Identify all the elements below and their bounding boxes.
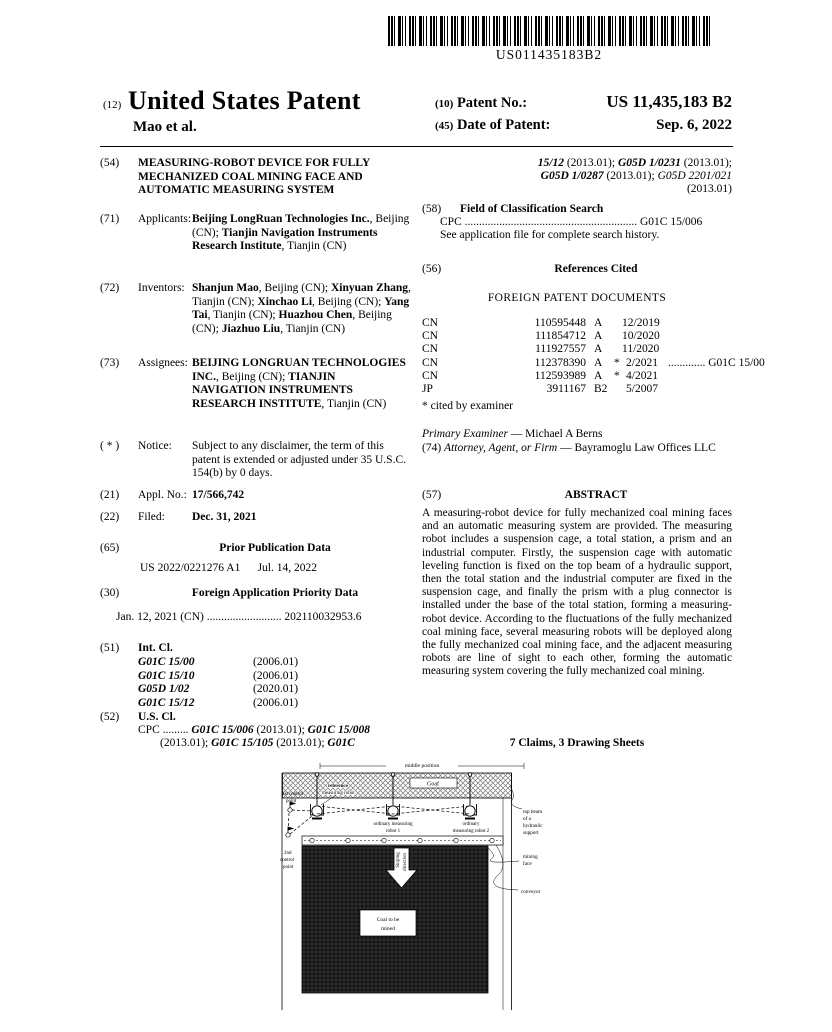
reference-row <box>422 317 732 330</box>
ref-country: CN <box>422 343 438 356</box>
sight-line <box>292 810 311 811</box>
coal-to-be-mined-box <box>360 910 416 936</box>
field-number: (52) <box>100 711 120 723</box>
header-right <box>435 92 732 139</box>
section-56-references <box>422 263 732 276</box>
ref-country: CN <box>422 369 438 382</box>
ref-number: 110595448 <box>534 317 586 329</box>
field-number: (65) <box>100 542 120 554</box>
reference-row <box>422 330 732 343</box>
filed-label: Filed: <box>138 511 165 523</box>
ref-number: 111927557 <box>535 343 586 356</box>
middle-position-dimension <box>320 760 524 769</box>
middle-position-label: middle position <box>404 763 440 769</box>
section-30-foreign-priority <box>100 587 412 601</box>
assignees-label: Assignees: <box>138 357 188 369</box>
field-of-search-heading: Field of Classification Search <box>460 203 604 215</box>
stoping-direction-label-2: direction <box>403 853 408 871</box>
section-72-inventors <box>100 282 412 336</box>
field-number: (58) <box>422 203 442 215</box>
second-control-point-label-2: control <box>280 858 295 863</box>
field-of-search-cpc: CPC ............................................................ G01C 15/006 <box>440 216 703 228</box>
appl-no-label: Appl. No.: <box>138 489 187 501</box>
reference-row <box>422 383 732 396</box>
field-of-search-note: See application file for complete search history. <box>440 229 660 241</box>
cpc-line-1: CPC ......... G01C 15/006 (2013.01); G01C 15/008 <box>138 724 370 736</box>
field-number: (57) <box>422 489 442 501</box>
ref-date: 10/2020 <box>622 330 660 343</box>
section-52-us-cl <box>100 711 412 725</box>
claims-sheets-line: 7 Claims, 3 Drawing Sheets <box>509 737 645 749</box>
field-number: (51) <box>100 642 120 654</box>
prior-publication-line: US 2022/0221276 A1 Jul. 14, 2022 <box>140 562 317 574</box>
section-71-applicants <box>100 213 412 254</box>
ordinary-robot-2-label-1: ordinary <box>462 822 480 827</box>
us-cl-heading: U.S. Cl. <box>138 711 176 723</box>
foreign-patent-documents-heading: FOREIGN PATENT DOCUMENTS <box>487 292 667 304</box>
cpc-continuation-line-1: 15/12 (2013.01); G05D 1/0231 (2013.01); <box>537 157 732 169</box>
reference-robot-label-1: reference <box>328 784 348 789</box>
patent-number-value: US 11,435,183 B2 <box>606 92 732 111</box>
ref-kind: A <box>594 343 603 356</box>
ref-star: * <box>614 369 620 382</box>
abstract-heading: ABSTRACT <box>564 489 628 501</box>
field-number: (21) <box>100 489 120 501</box>
int-cl-row <box>100 670 412 684</box>
primary-examiner-line: Primary Examiner — Michael A Berns <box>422 428 603 440</box>
ref-number: 3911167 <box>546 383 586 396</box>
ordinary-robot-2-label-2: measuring robot 2 <box>452 829 490 834</box>
field-number: (71) <box>100 213 120 225</box>
conveyor-leader <box>494 845 518 890</box>
cpc-continuation-line-2: G05D 1/0287 (2013.01); G05D 2201/021 <box>540 170 732 182</box>
abstract-body: A measuring-robot device for fully mechanized coal mining faces and an automatic measuring system are provided. The measuring robot includes a suspension cage, a total station, a prism and an industrial computer. Firstly, the suspension cage with automatic leveling function is fixed on the top beam of a hydraulic support, then the total station and the industrial computer are fixed in the suspension cage, and finally the prism with a plug connector is installed under the base of the total station, forming a measuring-robot device. According to the fluctuations of the fully mechanized coal mining face, several measuring robots will be deployed along the fully mechanized coal mining face, and the adjacent measuring robots are line of sight to each other, forming the automatic measuring system covering the fully mechanized coal mining. <box>422 507 732 678</box>
ref-date: 4/2021 <box>626 369 658 382</box>
top-beam-label-3: hydraulic <box>523 823 543 829</box>
appl-no-value: 17/566,742 <box>192 489 245 501</box>
section-58-field-of-search <box>422 203 732 216</box>
coal-to-be-mined-label-2: mined <box>381 926 395 932</box>
top-beam-label-4: support <box>523 830 539 836</box>
top-beam-label-1: top beam <box>523 809 543 815</box>
cited-by-examiner-note: * cited by examiner <box>422 400 514 412</box>
ref-note <box>658 383 732 396</box>
header-divider <box>100 146 733 147</box>
ref-kind: B2 <box>594 383 608 396</box>
ref-note <box>658 343 732 356</box>
foreign-priority-line: Jan. 12, 2021 (CN) .......................... 202110032953.6 <box>116 611 362 623</box>
first-control-point-label-2: point <box>286 799 297 804</box>
patent-number-row <box>435 92 732 112</box>
ref-kind: A <box>594 356 603 369</box>
ref-number: 112378390 <box>534 356 586 369</box>
int-cl-heading: Int. Cl. <box>138 642 173 654</box>
patent-date-label <box>435 117 550 134</box>
assignees-value: BEIJING LONGRUAN TECHNOLOGIES INC., Beijing (CN); TIANJIN NAVIGATION INSTRUMENTS RESEARCH INSTITUTE, Tianjin (CN) <box>192 357 406 410</box>
ref-star: * <box>614 356 620 369</box>
ref-note <box>658 317 732 330</box>
patent-no-label-text: Patent No.: <box>456 95 528 111</box>
reference-robot-label-2: measuring robot <box>322 791 355 796</box>
class-code: G01C 15/10 <box>138 669 195 682</box>
notice-label: Notice: <box>138 440 172 452</box>
kind-code-number: (12) <box>103 99 122 111</box>
patent-number-label <box>435 95 527 112</box>
section-54-title <box>100 157 412 198</box>
ref-country: CN <box>422 330 438 343</box>
int-cl-row <box>100 683 412 697</box>
inventor-short-name: Mao et al. <box>133 119 197 135</box>
field-number: (22) <box>100 511 120 523</box>
notice-section <box>100 440 412 481</box>
field-45-number: (45) <box>435 120 454 132</box>
field-number: ( * ) <box>100 440 120 452</box>
ref-star <box>610 383 622 396</box>
applicants-value: Beijing LongRuan Technologies Inc., Beijing (CN); Tianjin Navigation Instruments Research Institute, Tianjin (CN) <box>192 213 410 252</box>
attorney-line: (74) Attorney, Agent, or Firm — Bayramoglu Law Offices LLC <box>422 442 716 454</box>
sight-line <box>290 816 312 834</box>
goaf-label: Goaf <box>427 781 439 788</box>
patent-date-value: Sep. 6, 2022 <box>656 117 732 133</box>
class-version: (2006.01) <box>253 656 299 668</box>
barcode-text: US011435183B2 <box>495 47 603 62</box>
ref-date: 12/2019 <box>622 317 660 329</box>
class-version: (2020.01) <box>253 683 299 695</box>
references-cited-heading: References Cited <box>554 263 638 275</box>
first-control-point-label-1: 1st control <box>282 792 304 797</box>
applicants-label: Applicants: <box>138 213 192 225</box>
mining-face-label-2: face <box>523 861 532 867</box>
ref-star <box>610 330 622 343</box>
coal-to-be-mined-label-1: Coal to be <box>376 917 400 923</box>
ref-number: 112593989 <box>534 369 586 382</box>
second-control-point-label-1: 2nd <box>284 851 292 856</box>
class-code: G01C 15/12 <box>138 696 195 709</box>
section-57-abstract <box>422 489 732 502</box>
field-number: (56) <box>422 263 442 275</box>
notice-text: Subject to any disclaimer, the term of this patent is extended or adjusted under 35 U.S.C. 154(b) by 0 days. <box>192 440 406 479</box>
cpc-line-2: (2013.01); G01C 15/105 (2013.01); G01C <box>160 737 355 749</box>
top-beam-label-2: of a <box>523 816 531 822</box>
section-51-int-cl <box>100 642 412 656</box>
field-number: (30) <box>100 587 120 599</box>
second-control-point-label-3: point <box>283 865 294 870</box>
page-title: United States Patent <box>128 86 361 115</box>
ref-kind: A <box>594 317 603 329</box>
front-page-drawing <box>278 758 570 1014</box>
inventors-value: Shanjun Mao, Beijing (CN); Xinyuan Zhang, Tianjin (CN); Xinchao Li, Beijing (CN); Yang Tai, Tianjin (CN); Huazhou Chen, Beijing (CN); Jiazhuo Liu, Tianjin (CN) <box>192 282 411 335</box>
foreign-references-table <box>422 317 765 396</box>
patent-date-row <box>435 117 732 134</box>
foreign-priority-heading: Foreign Application Priority Data <box>191 587 359 599</box>
section-21-appl-no <box>100 489 412 503</box>
hydraulic-support-row <box>302 836 503 845</box>
barcode <box>388 16 710 46</box>
ref-country: CN <box>422 356 438 369</box>
conveyor-label: conveyor <box>521 889 541 895</box>
reference-row <box>422 356 765 370</box>
ref-note <box>658 370 732 383</box>
ref-date: 5/2007 <box>626 383 658 396</box>
field-number: (72) <box>100 282 120 294</box>
ref-kind: A <box>594 330 603 343</box>
ref-kind: A <box>594 369 603 382</box>
ref-note: ............. G01C 15/00 <box>668 356 765 369</box>
prior-publication-heading: Prior Publication Data <box>219 542 331 554</box>
reference-row <box>422 370 732 383</box>
mining-face-leader <box>488 848 519 862</box>
field-10-number: (10) <box>435 98 454 110</box>
section-22-filed <box>100 511 412 525</box>
field-number: (73) <box>100 357 120 369</box>
invention-title: MEASURING-ROBOT DEVICE FOR FULLY MECHANIZED COAL MINING FACE AND AUTOMATIC MEASURING SYSTEM <box>138 157 370 196</box>
ordinary-robot-1-label-1: ordinary measuring <box>373 822 413 827</box>
class-version: (2006.01) <box>253 669 299 682</box>
date-label-text: Date of Patent: <box>456 117 551 133</box>
ref-number: 111854712 <box>535 330 586 343</box>
ref-note <box>658 330 732 343</box>
mining-face-label-1: mining <box>523 854 538 860</box>
reference-row <box>422 343 732 356</box>
inventors-label: Inventors: <box>138 282 185 294</box>
class-code: G05D 1/02 <box>138 683 190 695</box>
stoping-direction-label-1: Stoping <box>396 852 401 868</box>
filed-value: Dec. 31, 2021 <box>192 511 257 523</box>
int-cl-row <box>100 656 412 670</box>
class-version: (2006.01) <box>253 696 299 709</box>
ref-star <box>610 343 622 356</box>
int-cl-table <box>100 656 412 710</box>
ref-date: 2/2021 <box>626 356 658 369</box>
ref-country: JP <box>422 383 433 396</box>
ordinary-robot-1-label-2: robot 1 <box>385 829 401 834</box>
class-code: G01C 15/00 <box>138 656 195 668</box>
ref-date: 11/2020 <box>622 343 660 356</box>
section-73-assignees <box>100 357 412 411</box>
ref-star <box>610 317 622 330</box>
cpc-continuation-line-3: (2013.01) <box>686 183 732 195</box>
field-number: (54) <box>100 157 120 169</box>
int-cl-row <box>100 697 412 711</box>
section-65-prior-publication <box>100 542 412 556</box>
ref-country: CN <box>422 317 438 329</box>
